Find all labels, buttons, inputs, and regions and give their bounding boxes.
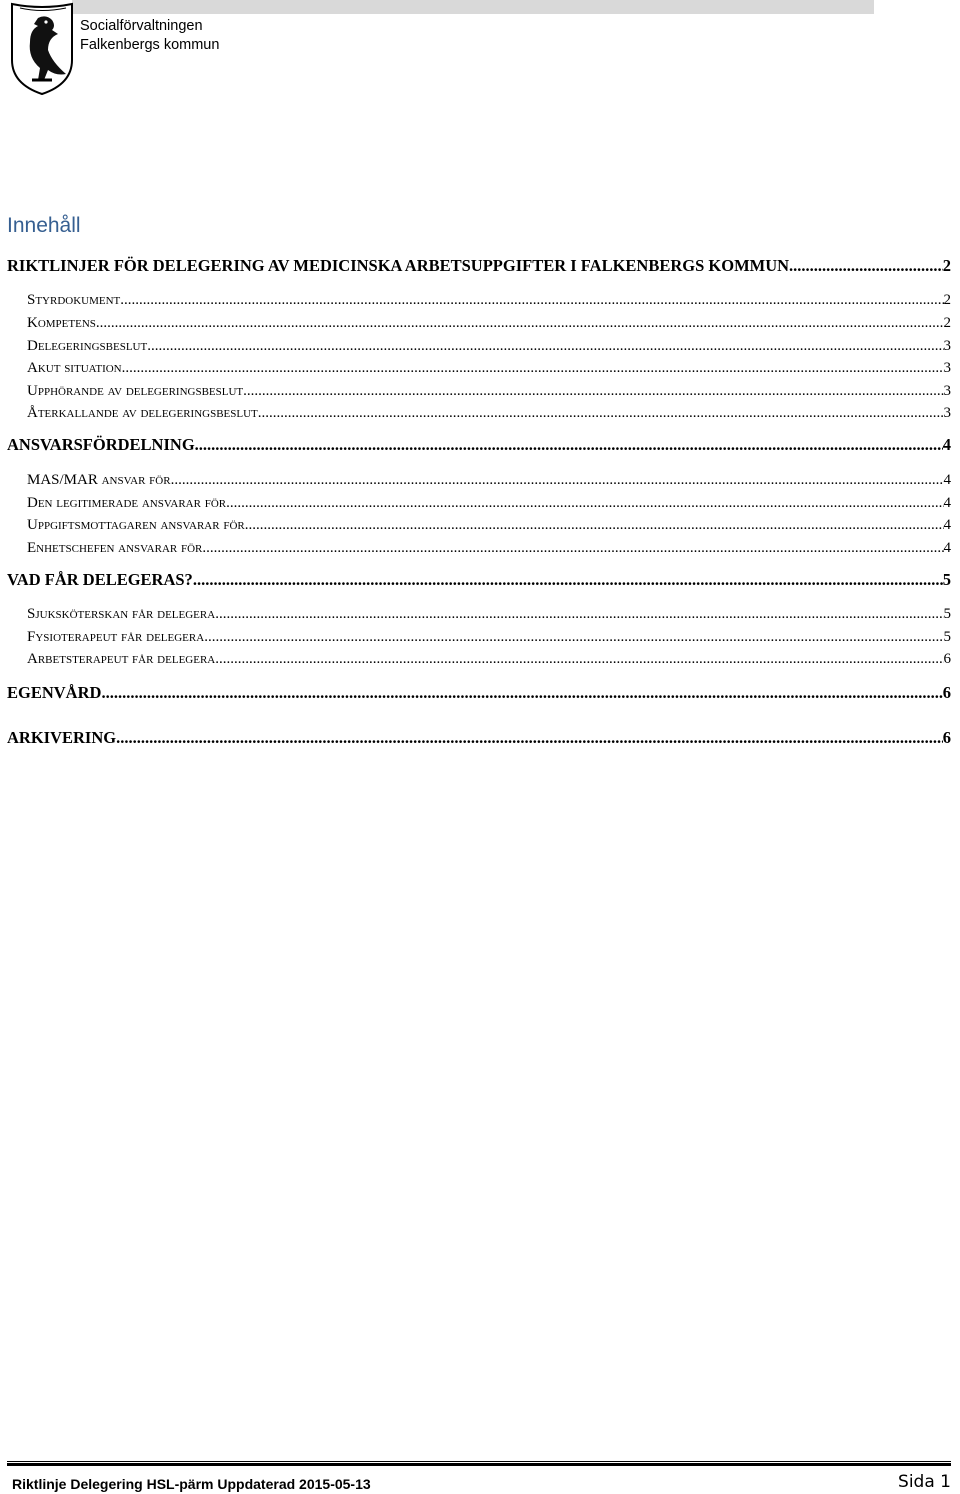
falcon-coat-of-arms-icon (8, 0, 76, 96)
toc-entry-label: ANSVARSFÖRDELNING (7, 435, 195, 454)
toc-entry-label: Arbetsterapeut får delegera (27, 651, 216, 667)
toc-leader-dots (101, 683, 942, 703)
toc-entry[interactable] (27, 403, 951, 423)
toc-entry-label: Enhetschefen ansvarar för (27, 540, 203, 556)
toc-entry[interactable] (7, 256, 951, 276)
toc-leader-dots (171, 470, 944, 490)
toc-entry-page: 2 (943, 315, 951, 331)
footer-rule (7, 1461, 951, 1466)
toc-entry-page: 2 (942, 256, 951, 275)
toc-entry-label: Uppgiftsmottagaren ansvarar för (27, 517, 245, 533)
toc-leader-dots (245, 515, 944, 535)
toc-leader-dots (226, 493, 943, 513)
toc-entry-label: EGENVÅRD (7, 683, 102, 702)
toc-entry-page: 5 (942, 570, 951, 589)
toc-leader-dots (147, 336, 943, 356)
toc-entry-label: Akut situation (27, 360, 122, 376)
toc-entry-label: Fysioterapeut får delegera (27, 629, 205, 645)
toc-entry[interactable] (7, 728, 951, 748)
toc-entry[interactable] (27, 336, 951, 356)
toc-entry[interactable] (27, 358, 951, 378)
toc-entry[interactable] (27, 604, 951, 624)
toc-entry[interactable] (27, 290, 951, 310)
toc-leader-dots (204, 627, 943, 647)
toc-entry-label: Styrdokument (27, 292, 121, 308)
toc-entry[interactable] (7, 683, 951, 703)
toc-leader-dots (122, 358, 944, 378)
toc-entry-page: 5 (943, 629, 951, 645)
toc-entry-page: 4 (943, 517, 951, 533)
toc-entry-page: 3 (943, 405, 951, 421)
toc-entry-page: 6 (942, 683, 951, 702)
toc-entry-label: Upphörande av delegeringsbeslut (27, 383, 244, 399)
toc-entry[interactable] (7, 435, 951, 455)
toc-leader-dots (96, 313, 944, 333)
toc-entry-page: 2 (943, 292, 951, 308)
header-bar (72, 0, 874, 14)
toc-entry-label: Den legitimerade ansvarar för (27, 495, 227, 511)
toc-entry-page: 3 (943, 360, 951, 376)
toc-leader-dots (258, 403, 944, 423)
toc-entry[interactable] (27, 493, 951, 513)
footer-text: Riktlinje Delegering HSL-pärm Uppdaterad 2015-05-13 (12, 1476, 371, 1492)
toc-leader-dots (120, 290, 943, 310)
toc-entry-page: 5 (943, 606, 951, 622)
org-line-2: Falkenbergs kommun (80, 37, 220, 53)
page-number: Sida 1 (898, 1472, 951, 1492)
toc-leader-dots (789, 256, 943, 276)
toc-entry-page: 4 (942, 435, 951, 454)
toc-title: Innehåll (7, 214, 81, 237)
toc-entry-label: RIKTLINJER FÖR DELEGERING AV MEDICINSKA ARBETSUPPGIFTER I FALKENBERGS KOMMUN (7, 256, 790, 275)
toc-entry-page: 4 (943, 495, 951, 511)
toc-leader-dots (243, 381, 943, 401)
org-line-1: Socialförvaltningen (80, 18, 203, 34)
toc-leader-dots (215, 649, 943, 669)
toc-entry-label: VAD FÅR DELEGERAS? (7, 570, 193, 589)
toc-entry[interactable] (27, 538, 951, 558)
toc-entry-page: 3 (943, 338, 951, 354)
toc-entry[interactable] (27, 381, 951, 401)
toc-entry-page: 3 (943, 383, 951, 399)
toc-entry[interactable] (7, 570, 951, 590)
toc-entry-label: Sjuksköterskan får delegera (27, 606, 216, 622)
organization-name (80, 17, 219, 55)
toc-entry-page: 4 (943, 540, 951, 556)
toc-entry-page: 4 (943, 472, 951, 488)
toc-leader-dots (193, 570, 943, 590)
toc-entry[interactable] (27, 515, 951, 535)
toc-leader-dots (116, 728, 943, 748)
toc-entry-label: Återkallande av delegeringsbeslut (27, 405, 258, 421)
toc-entry[interactable] (27, 313, 951, 333)
toc-entry-page: 6 (942, 728, 951, 747)
toc-leader-dots (202, 538, 943, 558)
toc-leader-dots (195, 435, 943, 455)
toc-entry-page: 6 (943, 651, 951, 667)
toc-entry[interactable] (27, 627, 951, 647)
toc-entry-label: MAS/MAR ansvar för (27, 472, 171, 488)
toc-entry-label: Delegeringsbeslut (27, 338, 148, 354)
toc-leader-dots (215, 604, 943, 624)
toc-entry[interactable] (27, 470, 951, 490)
toc-entry-label: Kompetens (27, 315, 96, 331)
toc-entry-label: ARKIVERING (7, 728, 117, 747)
toc-entry[interactable] (27, 649, 951, 669)
